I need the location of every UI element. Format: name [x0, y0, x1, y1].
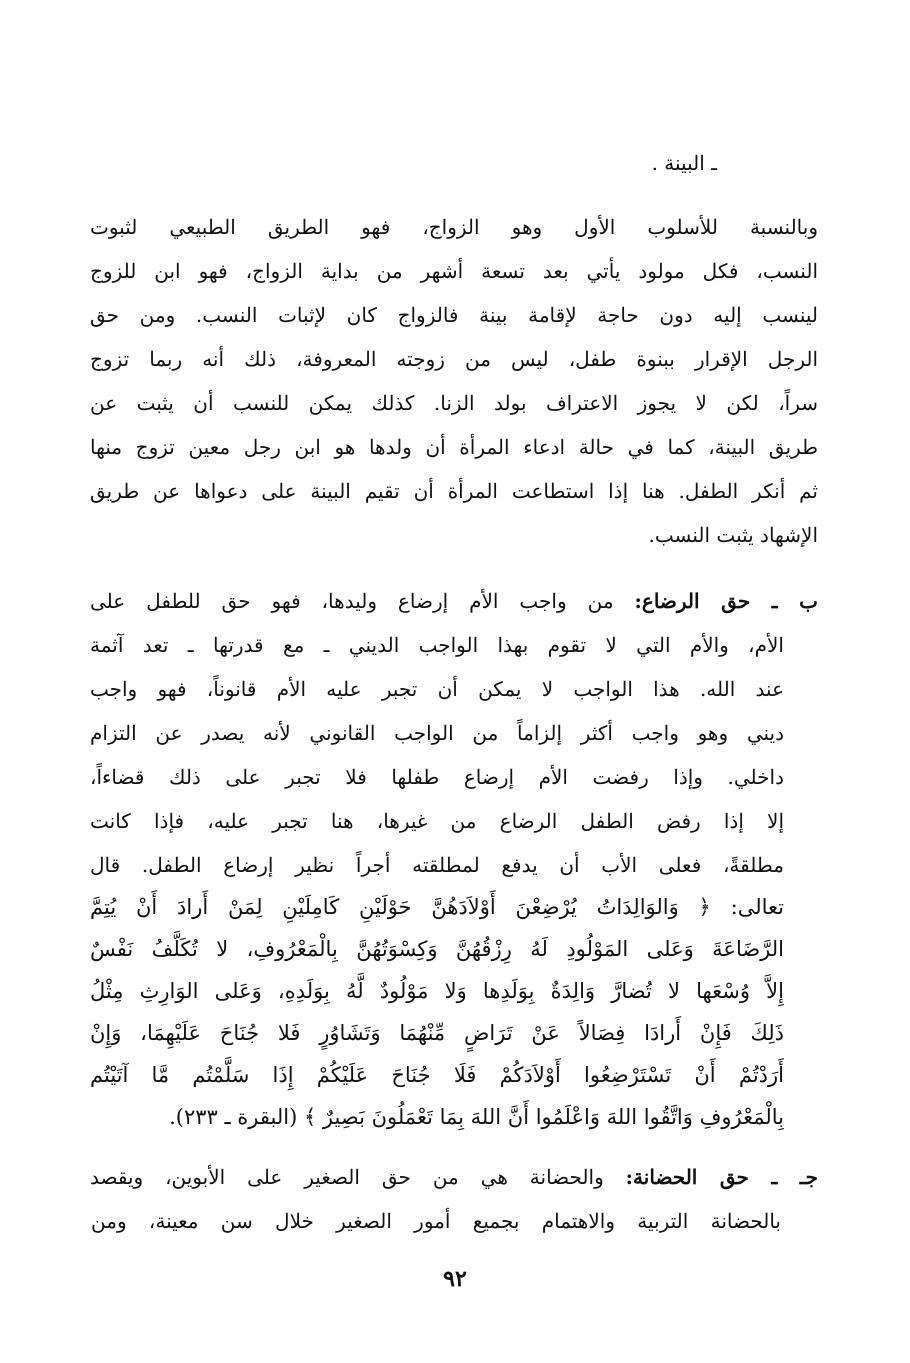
section-c-label: جـ ـ حق الحضانة:: [625, 1165, 818, 1189]
paragraph-line: الرجل الإقرار ببنوة طفل، ليس من زوجته المعروفة، ذلك أنه ربما تزوج: [90, 347, 818, 371]
section-b-line: مطلقةً، فعلى الأب أن يدفع لمطلقته أجراً نظير إرضاع الطفل. قال: [90, 853, 784, 877]
quran-verse-line: تعالى: ﴿ وَالوَالِدَاتُ يُرْضِعْنَ أَوْلاَدَهُنَّ حَوْلَيْنِ كَامِلَيْنِ لِمَنْ أَرادَ أَنْ يُتِمَّ: [90, 895, 784, 919]
section-b-line: عند الله. هذا الواجب لا يمكن أن تجبر عليه الأم قانوناً، فهو واجب: [90, 677, 784, 701]
paragraph-line: ثم أنكر الطفل. هنا إذا استطاعت المرأة أن تقيم البينة على دعواها عن طريق: [90, 479, 818, 503]
paragraph-line: الإشهاد يثبت النسب.: [648, 523, 818, 547]
paragraph-line: وبالنسبة للأسلوب الأول وهو الزواج، فهو الطريق الطبيعي لثبوت: [90, 215, 818, 239]
section-c-text: والحضانة هي من حق الصغير على الأبوين، ويقصد: [90, 1165, 604, 1189]
section-b-text: من واجب الأم إرضاع وليدها، فهو حق للطفل على: [90, 589, 614, 613]
section-b-line: داخلي. وإذا رفضت الأم إرضاع طفلها فلا تجبر على ذلك قضاءاً،: [90, 765, 784, 789]
section-b-line: ديني وهو واجب أكثر إلزاماً من الواجب القانوني لأنه يصدر عن التزام: [90, 721, 784, 745]
quran-verse-line: الرَّضَاعَةَ وَعَلى المَوْلُودِ لَهُ رِزْقُهُنَّ وَكِسْوَتُهُنَّ بِالْمَعْرُوفِ، لا تُكَلَّفُ نَفْسٌ: [90, 937, 784, 961]
quran-verse-line: بِالْمَعْرُوفِ وَاتَّقُوا اللهَ وَاعْلَمُوا أَنَّ اللهَ بِمَا تَعْمَلُونَ بَصِيرٌ ﴾ (البقرة ـ ٢٣٣).: [169, 1105, 784, 1129]
section-b-first-line: [90, 582, 818, 620]
quran-verse-line: أَرَدْتُمْ أَنْ تَسْتَرْضِعُوا أَوْلاَدَكُمْ فَلَا جُنَاحَ عَلَيْكُمْ إِذَا سَلَّمْتُم مَّا آتَيْتُم: [90, 1063, 784, 1087]
section-c-line: بالحضانة التربية والاهتمام بجميع أمور الصغير خلال سن معينة، ومن: [91, 1209, 781, 1233]
section-b-line: إلا إذا رفض الطفل الرضاع من غيرها، هنا تجبر عليه، فإذا كانت: [90, 809, 784, 833]
heading-line: ـ البينة .: [651, 151, 717, 175]
quran-verse-line: إِلاَّ وُسْعَها لا تُضارَّ وَالِدَةٌ بِوَلَدِها وَلا مَوْلُودٌ لَّهُ بِوَلَدِهِ، وَعَلى الوَارِثِ مِثْلُ: [90, 979, 784, 1003]
page-number: ٩٢: [443, 1266, 467, 1292]
paragraph-line: سراً، لكن لا يجوز الاعتراف بولد الزنا. كذلك يمكن للنسب أن يثبت عن: [90, 391, 818, 415]
section-b-label: ب ـ حق الرضاع:: [634, 589, 818, 613]
section-b-line: الأم، والأم التي لا تقوم بهذا الواجب الديني ـ مع قدرتها ـ تعد آثمة: [90, 633, 784, 657]
section-c-first-line: [90, 1158, 818, 1196]
paragraph-line: لينسب إليه دون حاجة لإقامة بينة فالزواج كان لإثبات النسب. ومن حق: [90, 303, 818, 327]
paragraph-line: طريق البينة، كما في حالة ادعاء المرأة أن ولدها هو ابن رجل معين تزوج منها: [90, 435, 818, 459]
quran-verse-line: ذَلِكَ فَإِنْ أَرادَا فِصَالاً عَنْ تَرَاضٍ مِّنْهُمَا وَتَشَاوُرٍ فَلا جُنَاحَ عَلَيْهِمَا، وَإِنْ: [90, 1021, 784, 1045]
paragraph-line: النسب، فكل مولود يأتي بعد تسعة أشهر من بداية الزواج، فهو ابن للزوج: [90, 259, 818, 283]
